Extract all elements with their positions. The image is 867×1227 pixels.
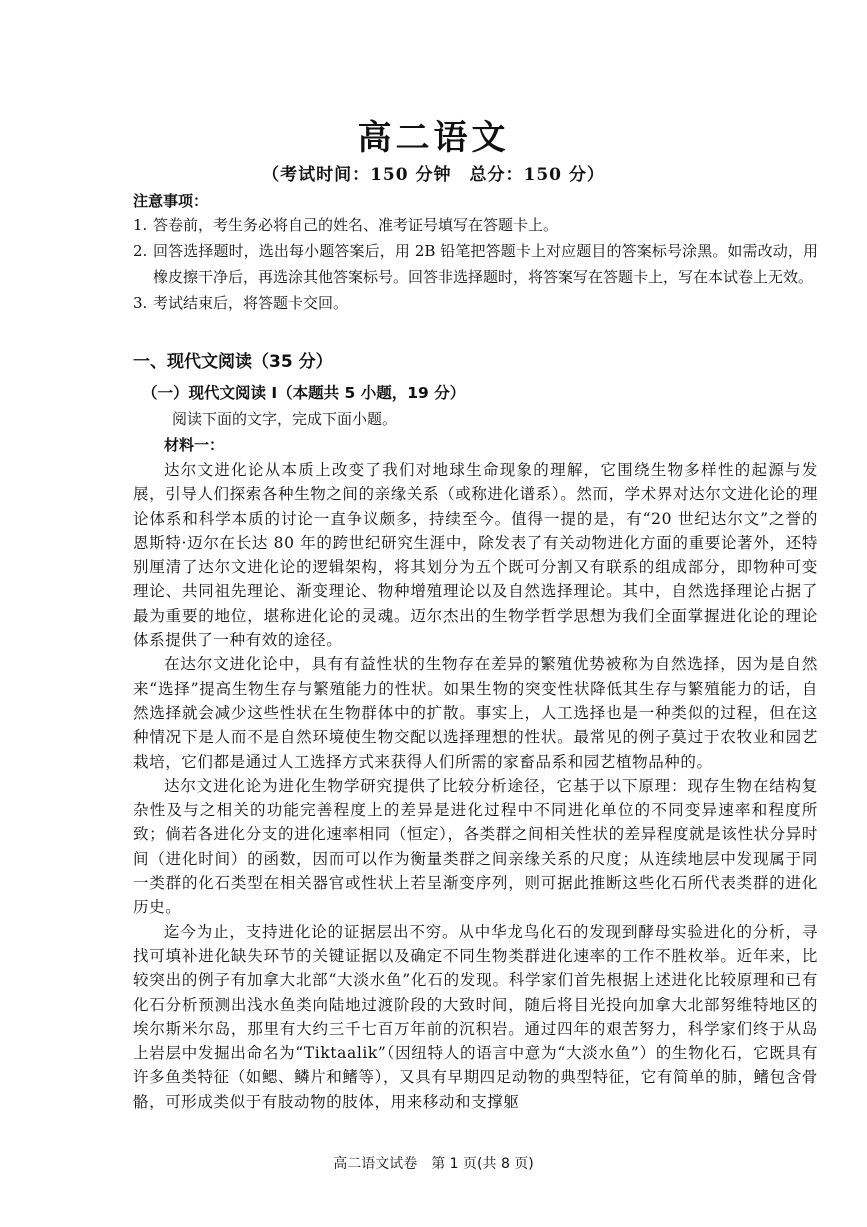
subsection-heading: （一）现代文阅读 I（本题共 5 小题，19 分） xyxy=(142,384,466,402)
notice-item xyxy=(133,238,818,290)
exam-title: 高二语文 xyxy=(357,118,510,158)
notice-heading: 注意事项： xyxy=(133,192,209,210)
page-footer: 高二语文试卷 第 1 页(共 8 页) xyxy=(333,1156,534,1172)
notice-item xyxy=(133,290,818,316)
passage-paragraph: 迄今为止，支持进化论的证据层出不穷。从中华龙鸟化石的发现到酵母实验进化的分析，寻找可填补进化缺失环节的关键证据以及确定不同生物类群进化速率的工作不胜枚举。近年来，比较突出的例子有加拿大北部“大淡水鱼”化石的发现。科学家们首先根据上述进化比较原理和已有化石分析预测出浅水鱼类向陆地过渡阶段的大致时间，随后将目光投向加拿大北部努维特地区的埃尔斯米尔岛，那里有大约三千七百万年前的沉积岩。通过四年的艰苦努力，科学家们终于从岛上岩层中发掘出命名为“Tiktaalik”（因纽特人的语言中意为“大淡水鱼”）的生物化石，它既具有许多鱼类特征（如鳃、鳞片和鳍等），又具有早期四足动物的典型特征，它有简单的肺，鳍包含骨骼，可形成类似于有肢动物的肢体，用来移动和支撑躯 xyxy=(133,922,818,1111)
passage-paragraph: 在达尔文进化论中，具有有益性状的生物存在差异的繁殖优势被称为自然选择，因为是自然来“选择”提高生物生存与繁殖能力的性状。如果生物的突变性状降低其生存与繁殖能力的话，自然选择就会减少这些性状在生物群体中的扩散。事实上，人工选择也是一种类似的过程，但在这种情况下是人而不是自然环境使生物交配以选择理想的性状。最常见的例子莫过于农牧业和园艺栽培，它们都是通过人工选择方式来获得人们所需的家畜品系和园艺植物品种的。 xyxy=(133,655,818,771)
passage-paragraph: 达尔文进化论从本质上改变了我们对地球生命现象的理解，它围绕生物多样性的起源与发展，引导人们探索各种生物之间的亲缘关系（或称进化谱系）。然而，学术界对达尔文进化论的理论体系和科学本质的讨论一直争议颇多，持续至今。值得一提的是，有“20 世纪达尔文”之誉的恩斯特·迈尔在长达 80 年的跨世纪研究生涯中，除发表了有关动物进化方面的重要论著外，还特别厘清了达尔文进化论的逻辑架构，将其划分为五个既可分割又有联系的组成部分，即物种可变理论、共同祖先理论、渐变理论、物种增殖理论以及自然选择理论。其中，自然选择理论占据了最为重要的地位，堪称进化论的灵魂。迈尔杰出的生物学哲学思想为我们全面掌握进化论的理论体系提供了一种有效的途径。 xyxy=(133,461,818,650)
notice-number: 2. xyxy=(133,242,148,260)
notice-number: 3. xyxy=(133,294,148,312)
notice-text: 考试结束后，将答题卡交回。 xyxy=(153,294,349,312)
notice-number: 1. xyxy=(133,216,148,234)
reading-instruction: 阅读下面的文字，完成下面小题。 xyxy=(172,410,398,428)
exam-subtitle: （考试时间：150 分钟 总分：150 分） xyxy=(262,165,605,185)
passage-body xyxy=(133,458,818,1114)
notice-text: 答卷前，考生务必将自己的姓名、准考证号填写在答题卡上。 xyxy=(153,216,559,234)
passage-paragraph: 达尔文进化论为进化生物学研究提供了比较分析途径，它基于以下原理：现存生物在结构复杂性及与之相关的功能完善程度上的差异是进化过程中不同进化单位的不同变异速率和程度所致；倘若各进化分支的进化速率相同（恒定），各类群之间相关性状的差异程度就是该性状分异时间（进化时间）的函数，因而可以作为衡量类群之间亲缘关系的尺度；从连续地层中发现属于同一类群的化石类型在相关器官或性状上若呈渐变序列，则可据此推断这些化石所代表类群的进化历史。 xyxy=(133,776,818,917)
notice-item xyxy=(133,212,818,238)
notice-text: 回答选择题时，选出每小题答案后，用 2B 铅笔把答题卡上对应题目的答案标号涂黑。如需改动，用橡皮擦干净后，再选涂其他答案标号。回答非选择题时，将答案写在答题卡上，写在本试卷上无效。 xyxy=(153,242,818,286)
notice-list xyxy=(133,212,818,316)
material-label: 材料一： xyxy=(164,436,225,454)
section-heading: 一、现代文阅读（35 分） xyxy=(133,352,333,372)
